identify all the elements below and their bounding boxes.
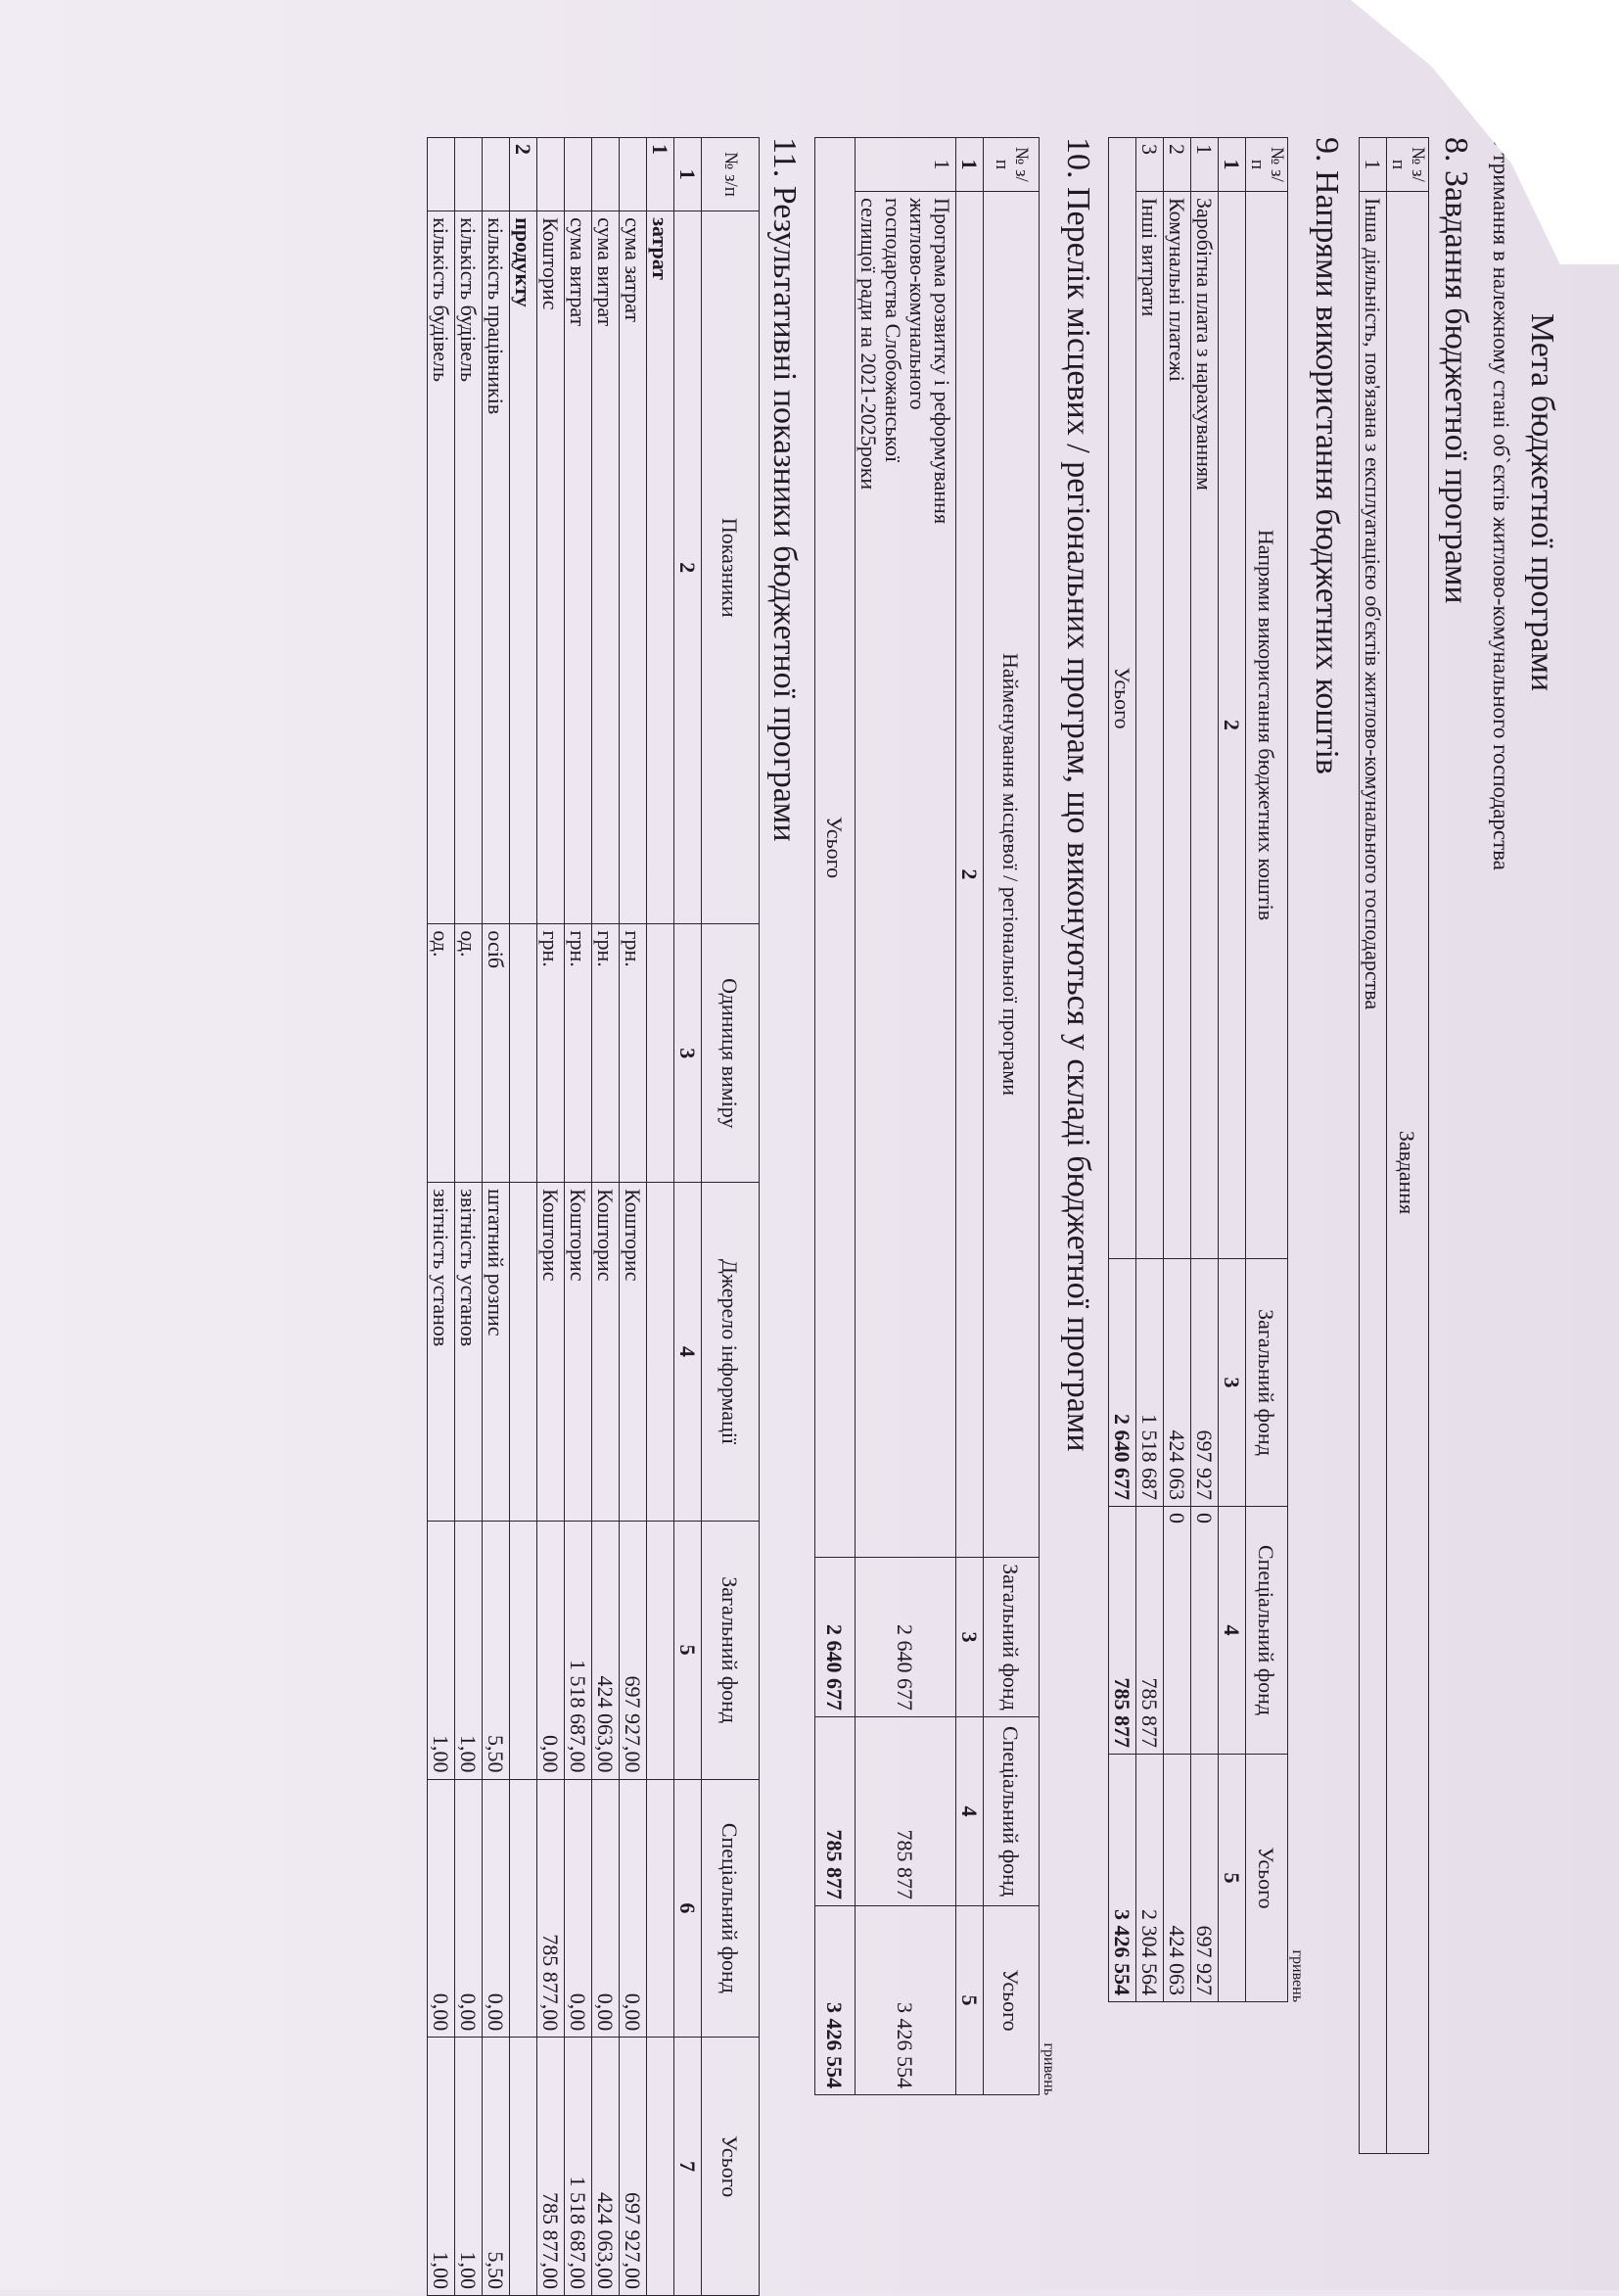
ind-header-spec: Спеціальний фонд [702, 1779, 760, 2038]
ind-cell-total: 5,50 [483, 2038, 510, 2296]
dir-header-num: № з/п [1246, 138, 1288, 192]
table-row [1136, 138, 1164, 2002]
ind-cell-gen [510, 1521, 537, 1779]
directions-table [1108, 137, 1288, 2002]
ind-cell-src [510, 1183, 537, 1522]
prog-colnum: 2 [956, 192, 984, 1558]
prog-sum-row [815, 138, 856, 2095]
section11-title: 11. Результативні показники бюджетної програми [766, 137, 803, 842]
ind-cell-num [592, 138, 620, 211]
dir-cell-gen: 424 063 [1164, 1259, 1191, 1507]
dir-cell-dir: Заробітна плата з нарахуванням [1191, 192, 1219, 1259]
dir-colnums-row [1219, 138, 1246, 2002]
dir-cell-dir: Комунальні платежі [1164, 192, 1191, 1259]
section10-title: 10. Перелік місцевих / регіональних програм, що виконуються у складі бюджетної програми [1060, 137, 1096, 1452]
dir-cell-spec: 785 877 [1136, 1507, 1164, 1755]
table-row [565, 138, 592, 2296]
ind-cell-total: 1 518 687,00 [565, 2038, 592, 2296]
ind-cell-num [483, 138, 510, 211]
ind-cell-src: звітність установ [455, 1183, 483, 1522]
ind-cell-num: 2 [510, 138, 537, 211]
table-row [455, 138, 483, 2296]
dir-sum-spec: 785 877 [1109, 1507, 1136, 1755]
prog-colnum: 5 [956, 1906, 984, 2095]
ind-colnum: 3 [674, 924, 702, 1183]
prog-cell-total: 3 426 554 [856, 1906, 956, 2095]
page-content [427, 137, 1560, 2289]
table-row [510, 138, 537, 2296]
section9-unit: гривень [1289, 1949, 1306, 2002]
ind-cell-ind: кількість будівель [455, 211, 483, 924]
dir-header-gen: Загальний фонд [1246, 1259, 1288, 1507]
ind-cell-unit: од. [455, 924, 483, 1183]
dir-sum-row [1109, 138, 1136, 2002]
table-row [620, 138, 647, 2296]
tasks-cell-num: 1 [1360, 138, 1387, 192]
dir-cell-total: 697 927 [1191, 1755, 1219, 2002]
dir-cell-total: 424 063 [1164, 1755, 1191, 2002]
ind-colnum: 2 [674, 211, 702, 924]
ind-cell-total: 697 927,00 [620, 2038, 647, 2296]
ind-cell-total: 785 877,00 [537, 2038, 565, 2296]
dir-header-dir: Напрями використання бюджетних коштів [1246, 192, 1288, 1259]
dir-cell-dir: Інші витрати [1136, 192, 1164, 1259]
ind-cell-total: 1,00 [455, 2038, 483, 2296]
ind-cell-ind: сума витрат [565, 211, 592, 924]
tasks-table [1359, 137, 1429, 2154]
ind-cell-unit: осіб [483, 924, 510, 1183]
ind-cell-ind: кількість працівників [483, 211, 510, 924]
ind-cell-ind: сума затрат [620, 211, 647, 924]
ind-cell-total [647, 2038, 674, 2296]
prog-header-num: № з/п [984, 138, 1040, 192]
ind-cell-num [537, 138, 565, 211]
ind-cell-ind: продукту [510, 211, 537, 924]
table-row [537, 138, 565, 2296]
ind-cell-total [510, 2038, 537, 2296]
prog-cell-gen: 2 640 677 [856, 1558, 956, 1717]
programs-table [814, 137, 1040, 2095]
ind-cell-spec: 0,00 [455, 1779, 483, 2038]
ind-cell-unit: од. [428, 924, 455, 1183]
section7-title: Мета бюджетної програми [1524, 313, 1560, 692]
table-row [1360, 138, 1387, 2154]
ind-cell-spec [510, 1779, 537, 2038]
ind-colnum: 1 [674, 138, 702, 211]
prog-header-gen: Загальний фонд [984, 1558, 1040, 1717]
ind-cell-gen: 424 063,00 [592, 1521, 620, 1779]
prog-colnums-row [956, 138, 984, 2095]
section9-title: 9. Напрями використання бюджетних коштів [1309, 137, 1345, 774]
tasks-header-num: № з/п [1387, 138, 1429, 192]
prog-header-spec: Спеціальний фонд [984, 1717, 1040, 1906]
prog-header-name: Найменування місцевої / регіональної програми [984, 192, 1040, 1558]
prog-cell-spec: 785 877 [856, 1717, 956, 1906]
ind-cell-src [647, 1183, 674, 1522]
ind-cell-spec: 785 877,00 [537, 1779, 565, 2038]
ind-colnum: 6 [674, 1779, 702, 2038]
ind-header-unit: Одиниця виміру [702, 924, 760, 1183]
ind-header-gen: Загальний фонд [702, 1521, 760, 1779]
ind-header-src: Джерело інформації [702, 1183, 760, 1522]
ind-cell-spec: 0,00 [428, 1779, 455, 2038]
dir-cell-num: 2 [1164, 138, 1191, 192]
ind-cell-gen: 1,00 [428, 1521, 455, 1779]
ind-cell-gen: 1 518 687,00 [565, 1521, 592, 1779]
dir-header-total: Усього [1246, 1755, 1288, 2002]
ind-cell-spec: 0,00 [483, 1779, 510, 2038]
section7-text: Утримання в належному стані об`єктів житлово-комунального господарства [1489, 137, 1513, 870]
ind-cell-spec [647, 1779, 674, 2038]
dir-cell-total: 2 304 564 [1136, 1755, 1164, 2002]
ind-cell-spec: 0,00 [620, 1779, 647, 2038]
dir-colnum: 1 [1219, 138, 1246, 192]
ind-cell-num [565, 138, 592, 211]
ind-cell-gen: 5,50 [483, 1521, 510, 1779]
table-row [1164, 138, 1191, 2002]
table-row [483, 138, 510, 2296]
dir-colnum: 4 [1219, 1507, 1246, 1755]
ind-cell-src: Кошторис [620, 1183, 647, 1522]
tasks-cell-task: Інша діяльність, пов'язана з експлуатацією об'єктів житлово-комунального господарства [1360, 192, 1387, 2154]
ind-cell-unit: грн. [620, 924, 647, 1183]
ind-colnum: 7 [674, 2038, 702, 2296]
dir-cell-gen: 1 518 687 [1136, 1259, 1164, 1507]
ind-cell-ind: кількість будівель [428, 211, 455, 924]
ind-cell-unit: грн. [537, 924, 565, 1183]
ind-header-num: № з/п [702, 138, 760, 211]
ind-colnum: 5 [674, 1521, 702, 1779]
ind-colnum: 4 [674, 1183, 702, 1522]
ind-cell-num: 1 [647, 138, 674, 211]
ind-cell-num [620, 138, 647, 211]
dir-cell-gen: 697 927 [1191, 1259, 1219, 1507]
section10-unit: гривень [1041, 2042, 1057, 2095]
ind-cell-spec: 0,00 [565, 1779, 592, 2038]
ind-cell-total: 1,00 [428, 2038, 455, 2296]
section8-title: 8. Завдання бюджетної програми [1438, 137, 1474, 604]
ind-cell-gen [647, 1521, 674, 1779]
dir-sum-label: Усього [1109, 138, 1136, 1259]
dir-colnum: 3 [1219, 1259, 1246, 1507]
table-row [428, 138, 455, 2296]
indicators-table [427, 137, 760, 2296]
ind-cell-gen: 1,00 [455, 1521, 483, 1779]
table-row [856, 138, 956, 2095]
indicators-rows [428, 138, 674, 2296]
ind-cell-src: Кошторис [565, 1183, 592, 1522]
prog-colnum: 1 [956, 138, 984, 192]
ind-cell-ind: затрат [647, 211, 674, 924]
prog-colnum: 3 [956, 1558, 984, 1717]
ind-cell-src: Кошторис [592, 1183, 620, 1522]
ind-cell-ind: Кошторис [537, 211, 565, 924]
table-row [647, 138, 674, 2296]
tasks-header-task: Завдання [1387, 192, 1429, 2154]
ind-cell-total: 424 063,00 [592, 2038, 620, 2296]
prog-sum-label: Усього [815, 138, 856, 1558]
prog-sum-spec: 785 877 [815, 1717, 856, 1906]
ind-cell-num [428, 138, 455, 211]
dir-sum-total: 3 426 554 [1109, 1755, 1136, 2002]
prog-colnum: 4 [956, 1717, 984, 1906]
ind-cell-unit [647, 924, 674, 1183]
dir-cell-num: 3 [1136, 138, 1164, 192]
prog-cell-name: Програма розвитку і реформування житлово-комунального господарства Слобожанської селищої ради на 2021-2025роки [856, 192, 956, 1558]
table-row [1191, 138, 1219, 2002]
dir-cell-num: 1 [1191, 138, 1219, 192]
ind-cell-src: штатний розпис [483, 1183, 510, 1522]
ind-cell-src: Кошторис [537, 1183, 565, 1522]
ind-cell-ind: сума витрат [592, 211, 620, 924]
dir-sum-gen: 2 640 677 [1109, 1259, 1136, 1507]
dir-colnum: 5 [1219, 1755, 1246, 2002]
ind-cell-unit: грн. [565, 924, 592, 1183]
dir-colnum: 2 [1219, 192, 1246, 1259]
dir-cell-spec: 0 [1191, 1507, 1219, 1755]
ind-cell-unit [510, 924, 537, 1183]
ind-colnums-row [674, 138, 702, 2296]
ind-cell-src: звітність установ [428, 1183, 455, 1522]
ind-header-total: Усього [702, 2038, 760, 2296]
dir-header-spec: Спеціальний фонд [1246, 1507, 1288, 1755]
prog-cell-num: 1 [856, 138, 956, 192]
ind-header-ind: Показники [702, 211, 760, 924]
table-row [592, 138, 620, 2296]
ind-cell-gen: 697 927,00 [620, 1521, 647, 1779]
ind-cell-num [455, 138, 483, 211]
prog-sum-gen: 2 640 677 [815, 1558, 856, 1717]
ind-cell-gen: 0,00 [537, 1521, 565, 1779]
prog-sum-total: 3 426 554 [815, 1906, 856, 2095]
ind-cell-unit: грн. [592, 924, 620, 1183]
dir-cell-spec: 0 [1164, 1507, 1191, 1755]
prog-header-total: Усього [984, 1906, 1040, 2095]
ind-cell-spec: 0,00 [592, 1779, 620, 2038]
